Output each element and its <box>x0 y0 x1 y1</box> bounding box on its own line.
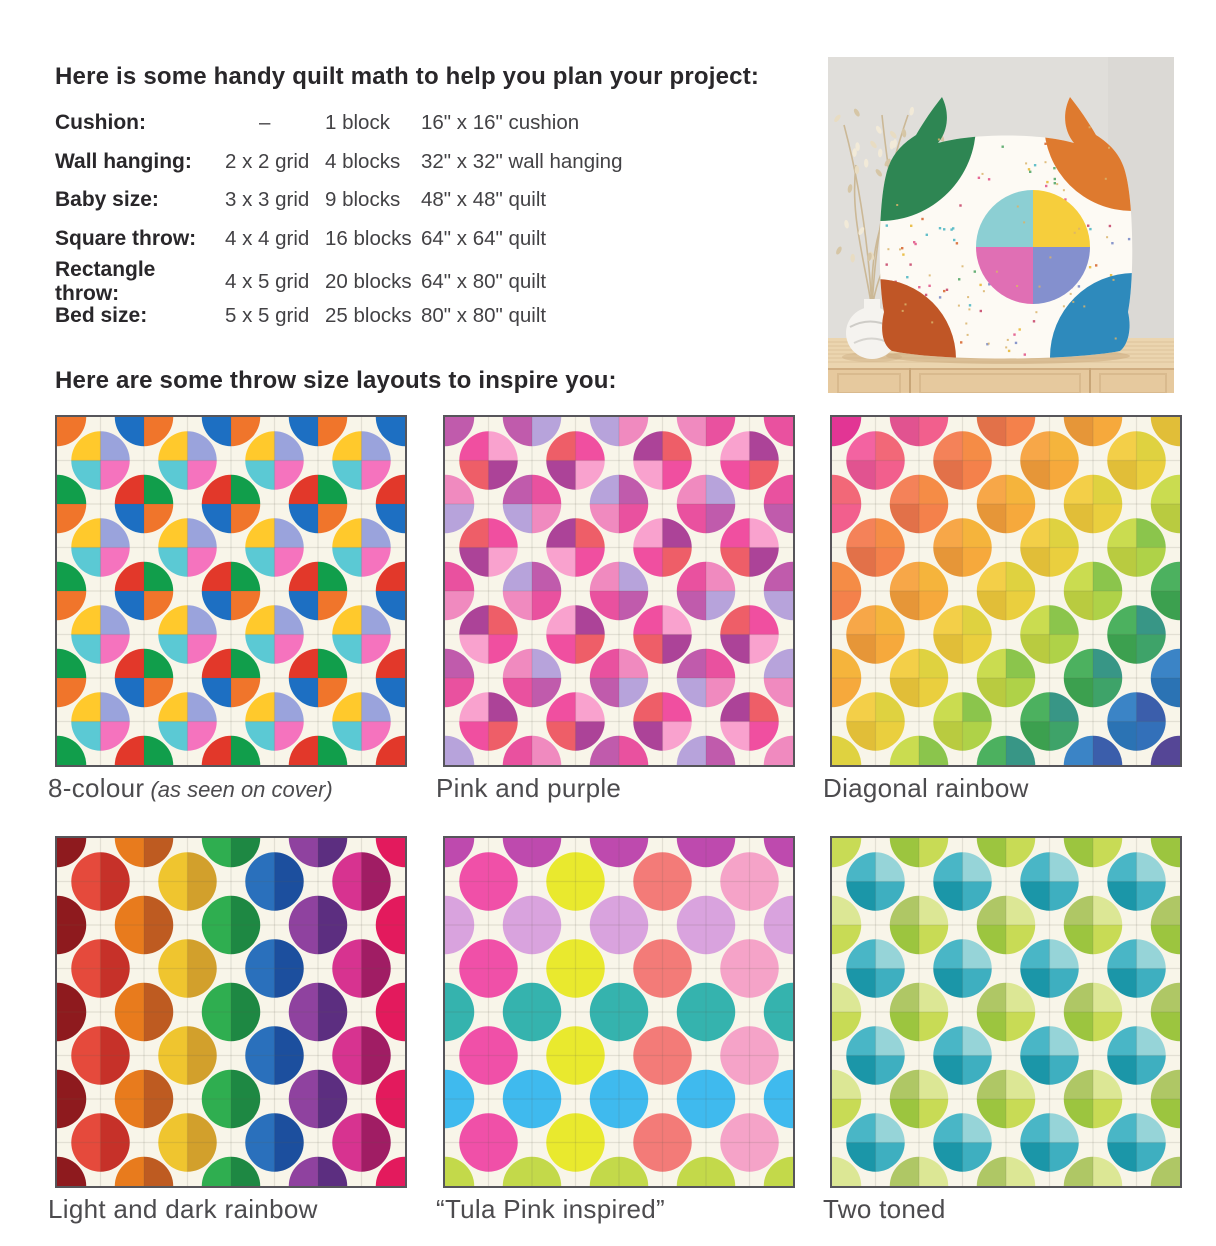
layouts-heading: Here are some throw size layouts to inspire you: <box>55 367 617 394</box>
blocks-cell: 16 blocks <box>325 226 412 250</box>
quilt-pattern-svg <box>445 838 793 1186</box>
cushion-photo <box>828 57 1174 393</box>
swatch-caption <box>436 773 621 804</box>
size-cell: 32" x 32" wall hanging <box>421 149 623 173</box>
swatch-caption <box>436 1194 665 1225</box>
size-cell: 48" x 48" quilt <box>421 188 547 212</box>
grid-cell: 5 x 5 grid <box>225 303 310 327</box>
size-cell: 80" x 80" quilt <box>421 303 547 327</box>
size-cell: 16" x 16" cushion <box>421 111 580 135</box>
blocks-cell: 25 blocks <box>325 303 412 327</box>
blocks-cell: 1 block <box>325 111 390 135</box>
swatch-diagonal-rainbow <box>830 415 1182 767</box>
swatch-caption-note: (as seen on cover) <box>144 777 333 802</box>
swatch-caption <box>48 773 333 804</box>
swatch-caption <box>823 773 1029 804</box>
grid-cell: 4 x 5 grid <box>225 270 310 293</box>
row-label: Bed size: <box>55 303 148 327</box>
swatch-caption <box>48 1194 318 1225</box>
quilt-math-heading: Here is some handy quilt math to help you plan your project: <box>55 63 760 90</box>
swatch-caption-text: Diagonal rainbow <box>823 773 1029 803</box>
row-label: Baby size: <box>55 188 159 212</box>
table-row <box>55 181 825 220</box>
quilt-pattern-svg <box>445 417 793 765</box>
quilt-pattern-svg <box>57 838 405 1186</box>
table-row <box>55 104 825 143</box>
swatch-caption-text: “Tula Pink inspired” <box>436 1194 666 1224</box>
swatch-8-colour <box>55 415 407 767</box>
grid-cell: 2 x 2 grid <box>225 149 310 173</box>
quilt-pattern-svg <box>832 417 1180 765</box>
table-row <box>55 143 825 182</box>
swatch-caption-text: Two toned <box>823 1194 946 1224</box>
quilt-pattern-svg <box>832 838 1180 1186</box>
size-cell: 64" x 80" quilt <box>421 270 547 293</box>
table-row <box>55 258 825 305</box>
swatch-tula-pink-inspired <box>443 836 795 1188</box>
swatch-caption-text: Pink and purple <box>436 773 622 803</box>
size-cell: 64" x 64" quilt <box>421 226 547 250</box>
row-label: Rectangle throw: <box>55 258 156 305</box>
swatch-light-and-dark-rainbow <box>55 836 407 1188</box>
grid-cell: – <box>259 111 271 135</box>
row-label: Square throw: <box>55 226 197 250</box>
swatch-caption <box>823 1194 946 1225</box>
row-label: Cushion: <box>55 111 146 135</box>
blocks-cell: 20 blocks <box>325 270 412 293</box>
blocks-cell: 4 blocks <box>325 149 401 173</box>
swatch-pink-and-purple <box>443 415 795 767</box>
blocks-cell: 9 blocks <box>325 188 401 212</box>
swatch-caption-text: 8-colour <box>48 773 145 803</box>
table-row <box>55 220 825 259</box>
quilt-pattern-svg <box>57 417 405 765</box>
swatch-caption-text: Light and dark rainbow <box>48 1194 318 1224</box>
quilt-math-table <box>55 104 825 335</box>
row-label: Wall hanging: <box>55 149 192 173</box>
grid-cell: 3 x 3 grid <box>225 188 310 212</box>
grid-cell: 4 x 4 grid <box>225 226 310 250</box>
quilt-math-section <box>55 62 825 335</box>
swatch-two-toned <box>830 836 1182 1188</box>
